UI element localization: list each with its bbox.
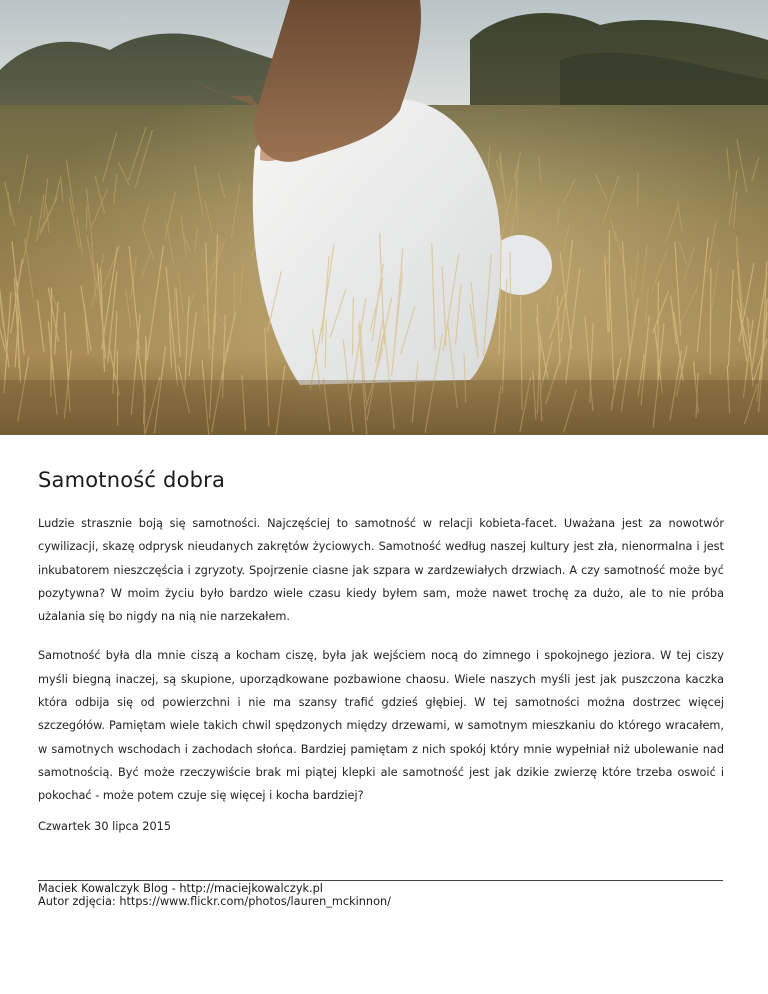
- article: [38, 466, 724, 837]
- article-title: Samotność dobra: [38, 468, 226, 492]
- page-footer: [38, 880, 723, 908]
- footer-blog-credit: Maciek Kowalczyk Blog - http://maciejkowalczyk.pl: [38, 882, 323, 895]
- hero-photo: [0, 0, 768, 435]
- article-date: Czwartek 30 lipca 2015: [38, 819, 172, 833]
- hero-photo-drawing: [0, 0, 768, 435]
- footer-photo-credit: Autor zdjęcia: https://www.flickr.com/photos/lauren_mckinnon/: [38, 895, 391, 908]
- article-paragraph-1: Ludzie strasznie boją się samotności. Najczęściej to samotność w relacji kobieta-facet. Uważana jest za nowotwór cywilizacji, skazę odprysk nieudanych zakrętów życiowych. Samotność według naszej kultury jest zła, nienormalna i jest inkubatorem nieszczęścia i zgryzoty. Spojrzenie ciasne jak szpara w zardzewiałych drzwiach. A czy samotność może być pozytywna? W moim życiu było bardzo wiele czasu kiedy byłem sam, może nawet trochę za dużo, ale to nie próba użalania się bo nigdy na nią nie narzekałem.: [38, 517, 724, 624]
- article-paragraph-2: Samotność była dla mnie ciszą a kocham ciszę, była jak wejściem nocą do zimnego i spokojnego jeziora. W tej ciszy myśli biegną inaczej, są skupione, uporządkowane pozbawione chaosu. Wiele naszych myśli jest jak puszczona kaczka która odbija się od powierzchni i nie ma szansy trafić gdzieś głębiej. W tej samotności można dostrzec więcej szczegółów. Pamiętam wiele takich chwil spędzonych między drzewami, w samotnym mieszkaniu do którego wracałem, w samotnych wschodach i zachodach słońca. Bardziej pamiętam z nich spokój który mnie wypełniał niż ubolewanie nad samotnością. Być może rzeczywiście brak mi piątej klepki ale samotność jest jak dzikie zwierzę które trzeba oswoić i pokochać - może potem czuje się więcej i kocha bardziej?: [38, 649, 724, 803]
